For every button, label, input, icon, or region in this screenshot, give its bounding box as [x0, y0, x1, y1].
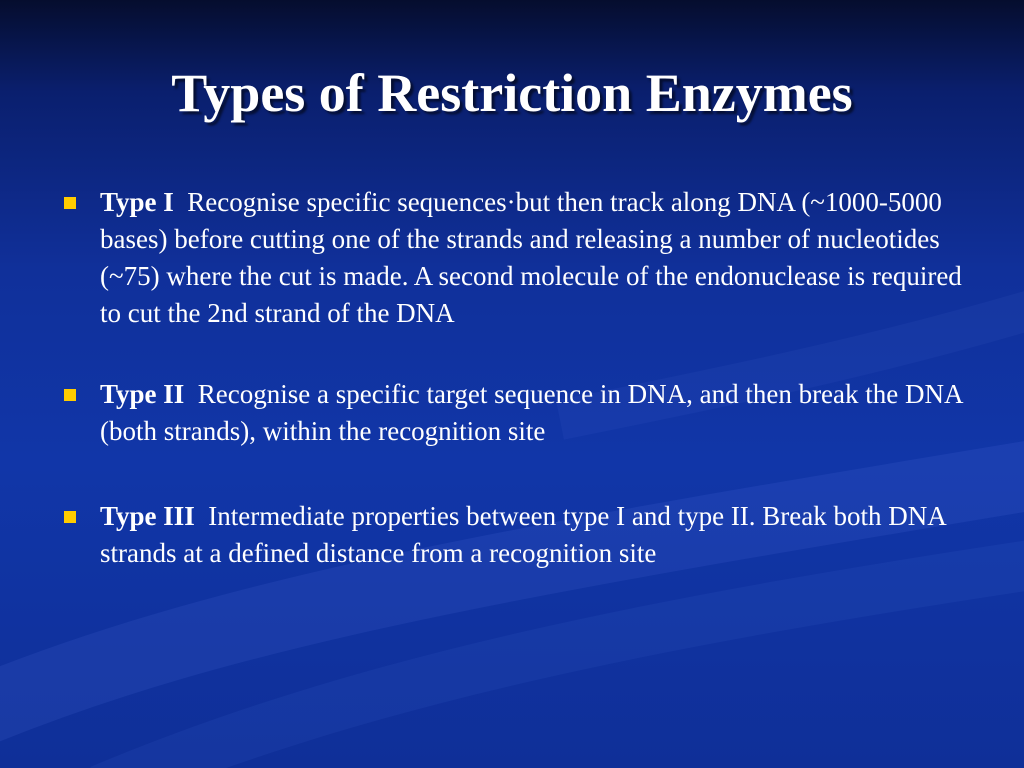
bullet-type-3 — [62, 498, 972, 572]
bullet-term: Type II — [100, 379, 185, 409]
square-bullet-icon — [64, 389, 76, 401]
bullet-type-2 — [62, 376, 972, 450]
bullet-term: Type III — [100, 501, 195, 531]
bullet-type-1 — [62, 184, 972, 332]
bullet-list — [62, 184, 972, 572]
bullet-term: Type I — [100, 187, 174, 217]
bullet-text: Recognise a specific target sequence in DNA, and then break the DNA (both strands), within the recognition site — [100, 379, 963, 446]
bullet-text: Recognise specific sequences·but then track along DNA (~1000-5000 bases) before cutting one of the strands and releasing a number of nucleotides (~75) where the cut is made. A second molecule of the endonuclease is required to cut the 2nd strand of the DNA — [100, 187, 962, 328]
bullet-text: Intermediate properties between type I and type II. Break both DNA strands at a defined distance from a recognition site — [100, 501, 946, 568]
square-bullet-icon — [64, 197, 76, 209]
square-bullet-icon — [64, 511, 76, 523]
slide-title: Types of Restriction Enzymes — [171, 63, 853, 123]
